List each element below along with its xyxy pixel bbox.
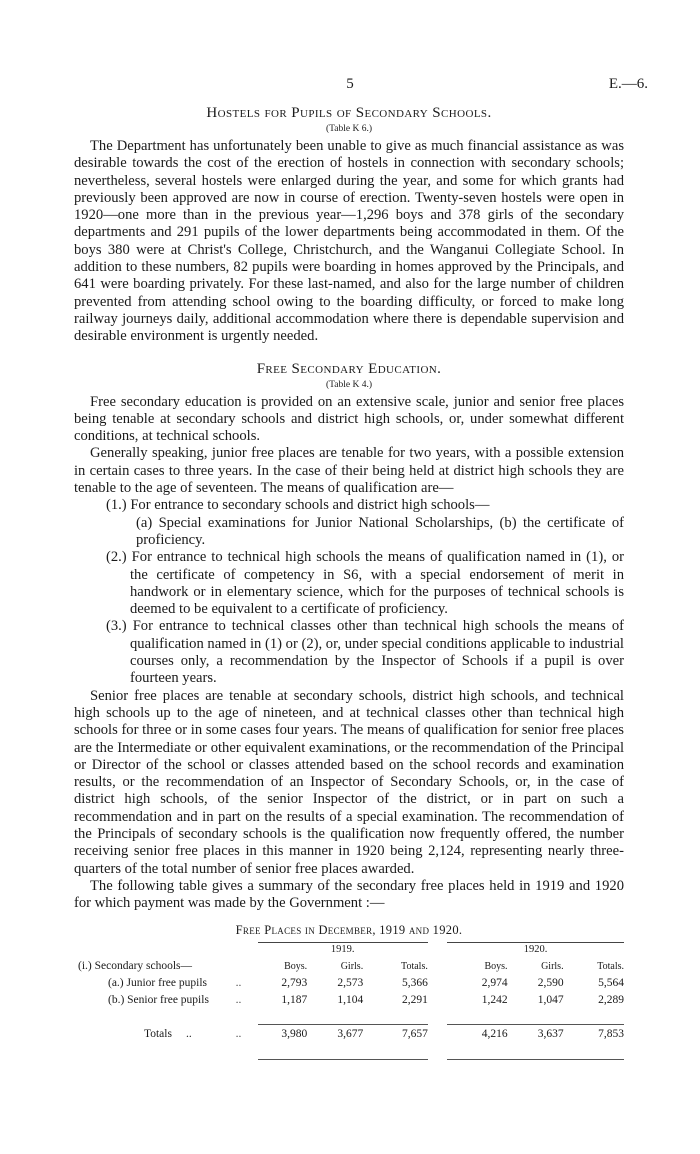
row-label: (b.) Senior free pupils (108, 994, 209, 1007)
cell-boys-1919: 2,793 (281, 977, 308, 990)
total-totals-1920: 7,853 (598, 1028, 624, 1041)
free-secondary-para-3: Senior free places are tenable at secondary schools, district high schools, and technical high schools up to the age of nineteen, and at technical classes other than technical high schools for three or in some cases four years. The means of qualification for senior free places are the Intermediate or other equivalent examinations, or the recommendation of the Principal or Director of the school or classes attended based on the school records and examination results, or the recommendation of an Inspector of Secondary Schools, or, in the case of district high schools, of the senior Inspector of the district, or in part on such a recommendation and in part on the results of a special examination. The recommendation of the Principals of secondary schools is the qualification now frequently offered, the number receiving senior free places in this manner in 1920 being 2,124, representing nearly three-quarters of the total number of senior free places awarded. (74, 687, 624, 877)
cell-boys-1920: 1,242 (481, 994, 508, 1007)
section-label: (i.) Secondary schools— (78, 959, 193, 972)
cell-totals-1920: 5,564 (598, 977, 624, 990)
qualification-item-1-sub: (a) Special examinations for Junior National Scholarships, (b) the certificate of proficiency. (136, 514, 624, 548)
qualification-item-1: (1.) For entrance to secondary schools and district high schools— (106, 497, 490, 514)
free-secondary-para-2: Generally speaking, junior free places are tenable for two years, with a possible extension in certain cases to three years. In the case of their being held at district high schools they are tenable to the age of seventeen. The means of qualification are— (74, 445, 624, 497)
cell-totals-1919: 2,291 (401, 994, 428, 1007)
page-number: 5 (346, 76, 354, 92)
leader-dots: .. (235, 1028, 242, 1040)
hostels-paragraph: The Department has unfortunately been unable to give as much financial assistance as was desirable towards the cost of the erection of hostels in connection with secondary schools; nevertheless, several hostels were enlarged during the year, and some for which grants had previously been approved are now in course of erection. Twenty-seven hostels were open in 1920—one more than in the previous year—1,296 boys and 378 girls of the secondary departments and 291 pupils of the lower departments being accommodated in them. Of the boys 380 were at Christ's College, Christchurch, and the Wanganui Collegiate School. In addition to these numbers, 82 pupils were boarding in homes approved by the Principals, and 641 were boarding privately. For these last-named, and also for the large number of children prevented from attending school owing to the boarding difficulty, or forced to make long railway journeys daily, additional accommodation where there is dependable supervision and desirable environment is urgently needed. (74, 138, 624, 345)
qualification-item-3: (3.) For entrance to technical classes other than technical high schools the means of qualification named in (1) or (2), or, under special conditions applicable to industrial courses only, a recommendation by the Inspector of Schools if a pupil is over fourteen years. (106, 618, 624, 687)
total-totals-1919: 7,657 (401, 1028, 428, 1041)
document-reference: E.—6. (608, 76, 648, 92)
row-label: (a.) Junior free pupils (108, 977, 207, 990)
total-girls-1920: 3,637 (537, 1028, 564, 1041)
cell-girls-1919: 2,573 (337, 977, 364, 990)
cell-totals-1919: 5,366 (401, 977, 428, 990)
page-content (74, 104, 624, 1060)
year-1919-header: 1919. (258, 942, 428, 958)
cell-girls-1920: 2,590 (537, 977, 564, 990)
col-totals-1920: Totals. (597, 960, 624, 972)
free-secondary-table-ref: (Table K 4.) (325, 379, 373, 390)
leader-dots: .. (185, 1028, 192, 1040)
cell-boys-1919: 1,187 (281, 994, 308, 1007)
total-girls-1919: 3,677 (337, 1028, 364, 1041)
leader-dots: .. (235, 994, 242, 1007)
free-secondary-heading: Free Secondary Education. (256, 360, 442, 377)
free-places-table (68, 942, 624, 1060)
free-secondary-para-1: Free secondary education is provided on an extensive scale, junior and senior free places being tenable at secondary schools and district high schools, or, under somewhat different conditions, at technical schools. (74, 393, 624, 445)
total-boys-1920: 4,216 (481, 1028, 508, 1041)
cell-boys-1920: 2,974 (481, 977, 508, 990)
col-totals-1919: Totals. (401, 960, 428, 972)
free-places-table-title: Free Places in December, 1919 and 1920. (235, 923, 463, 938)
free-secondary-para-4: The following table gives a summary of the secondary free places held in 1919 and 1920 for which payment was made by the Government :— (74, 877, 624, 912)
cell-girls-1920: 1,047 (537, 994, 564, 1007)
total-boys-1919: 3,980 (281, 1028, 308, 1041)
totals-label: Totals (144, 1028, 172, 1040)
qualification-item-2: (2.) For entrance to technical high schools the means of qualification named in (1), or the certificate of competency in S6, with a special endorsement of merit in handwork or in elementary science, which for the purposes of technical schools is deemed to be equivalent to a certificate of proficiency. (106, 549, 624, 618)
cell-totals-1920: 2,289 (598, 994, 624, 1007)
totals-row (68, 1025, 624, 1045)
leader-dots: .. (235, 977, 242, 990)
hostels-table-ref: (Table K 6.) (325, 124, 373, 134)
col-boys-1919: Boys. (284, 960, 308, 972)
cell-girls-1919: 1,104 (337, 994, 364, 1007)
hostels-heading: Hostels for Pupils of Secondary Schools. (206, 105, 492, 121)
col-boys-1920: Boys. (484, 960, 508, 972)
table-row (68, 975, 624, 992)
col-girls-1919: Girls. (340, 960, 364, 972)
year-1920-header: 1920. (447, 942, 624, 958)
table-row (68, 992, 624, 1009)
col-girls-1920: Girls. (541, 960, 564, 972)
